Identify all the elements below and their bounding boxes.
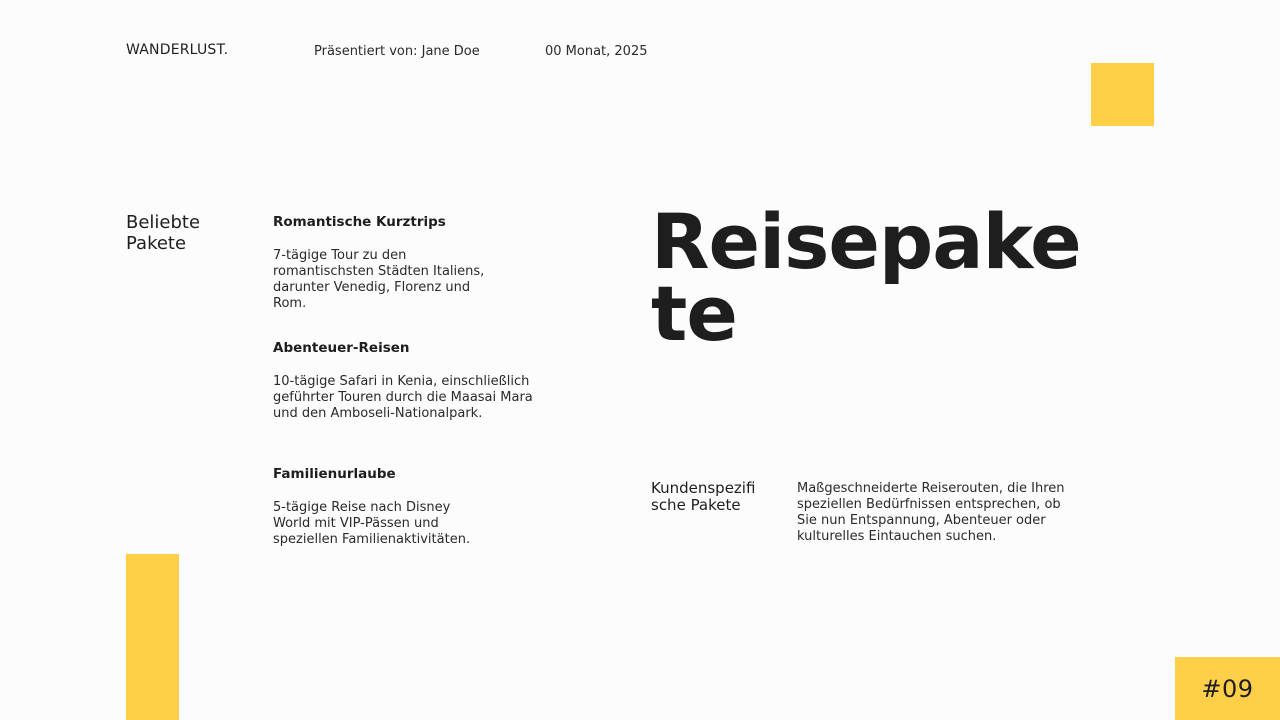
presenter-text: Präsentiert von: Jane Doe — [314, 44, 480, 59]
custom-packages-label: Kundenspezifische Pakete — [651, 479, 756, 514]
package-item — [273, 339, 543, 422]
date-text: 00 Monat, 2025 — [545, 44, 648, 59]
custom-packages-description: Maßgeschneiderte Reiserouten, die Ihren speziellen Bedürfnissen entsprechen, ob Sie nun Entspannung, Abenteuer oder kulturelles Eintauchen suchen. — [797, 481, 1065, 544]
package-title: Familienurlaube — [273, 466, 396, 482]
package-title: Romantische Kurztrips — [273, 214, 446, 230]
package-description: 10-tägige Safari in Kenia, einschließlich geführter Touren durch die Maasai Mara und den Amboseli-Nationalpark. — [273, 374, 533, 421]
package-description: 5-tägige Reise nach Disney World mit VIP-Pässen und speziellen Familienaktivitäten. — [273, 500, 471, 547]
page-number-box — [1175, 657, 1280, 720]
brand-logo-text: WANDERLUST. — [126, 42, 229, 58]
accent-square-decoration — [1091, 63, 1154, 126]
page-title: Reisepakete — [651, 197, 1081, 358]
accent-bar-decoration — [126, 554, 179, 720]
section-label: Beliebte Pakete — [126, 212, 201, 254]
package-item — [273, 213, 543, 312]
page-number: #09 — [1201, 674, 1254, 703]
package-title: Abenteuer-Reisen — [273, 340, 410, 356]
package-item — [273, 465, 543, 548]
package-description: 7-tägige Tour zu den romantischsten Städten Italiens, darunter Venedig, Florenz und Rom. — [273, 248, 485, 311]
